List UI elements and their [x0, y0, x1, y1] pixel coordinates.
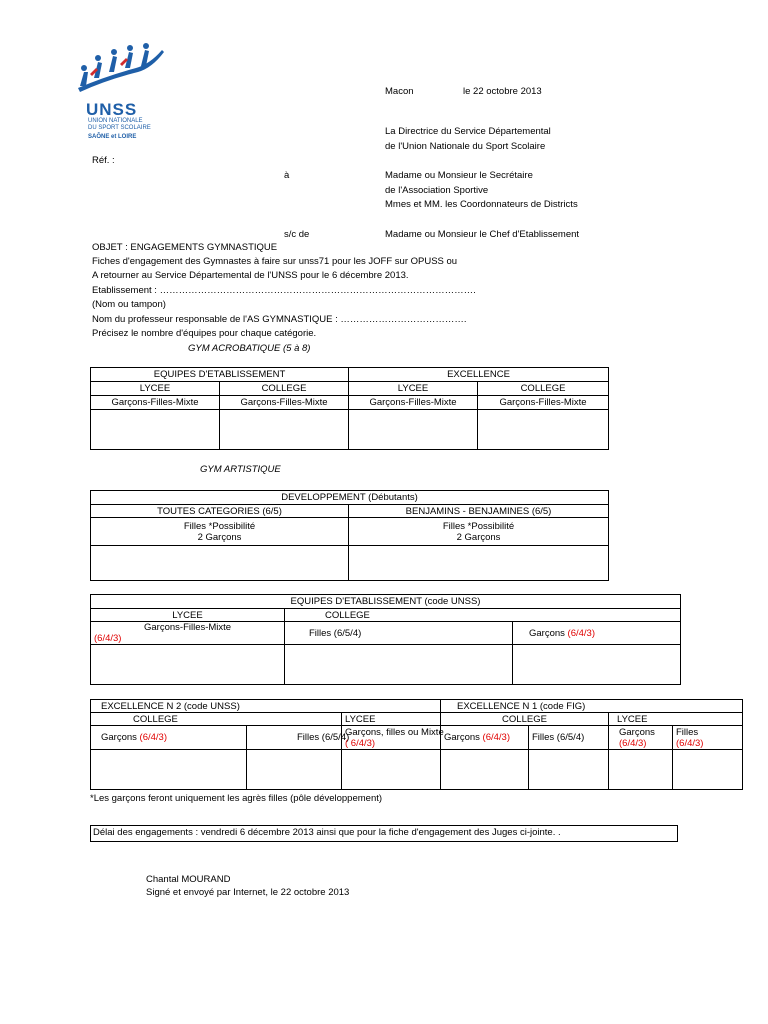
header-developpement: DEVELOPPEMENT (Débutants) [91, 491, 609, 505]
entry-cell[interactable] [529, 750, 609, 790]
entry-cell[interactable] [247, 750, 342, 790]
code-red: (6/4/3) [482, 732, 511, 743]
col-college: COLLEGE [91, 713, 342, 726]
delai-text: Délai des engagements : vendredi 6 décembre 2013 ainsi que pour la fiche d'engagement des Juges ci-jointe. . [93, 827, 561, 838]
filles-possibilite [349, 518, 609, 546]
garcons-text: Garçons [444, 732, 480, 743]
entry-cell[interactable] [91, 410, 220, 450]
col-lycee: LYCEE [342, 713, 441, 726]
header-equipes: EQUIPES D'ETABLISSEMENT [91, 368, 349, 382]
exc2-college-garcons [91, 726, 247, 750]
entry-cell[interactable] [441, 750, 529, 790]
signature-line: Signé et envoyé par Internet, le 22 octobre 2013 [146, 887, 350, 898]
code-red: (6/4/3) [619, 737, 647, 749]
garcons-text: Garçons [619, 726, 655, 738]
col-college: COLLEGE [220, 382, 349, 396]
garcons-text: Garçons [101, 732, 137, 743]
code-red: (6/4/3) [94, 633, 122, 644]
sc-line: Madame ou Monsieur le Chef d'Etablissement [385, 229, 580, 240]
header-excellence: EXCELLENCE [349, 368, 609, 382]
col-college: COLLEGE [478, 382, 609, 396]
garcons-text: 2 Garçons [197, 531, 242, 543]
lycee-mixte [91, 622, 285, 645]
unss-line1: UNION NATIONALE [88, 118, 143, 124]
to-line2: de l'Association Sportive [385, 185, 489, 196]
entry-cell[interactable] [673, 750, 743, 790]
col-lycee: LYCEE [91, 609, 285, 622]
gfm-text: Garçons, filles ou Mixte [345, 726, 444, 738]
col-lycee: LYCEE [91, 382, 220, 396]
exc2-college-filles: Filles (6/5/4) [247, 726, 342, 750]
exc1-college-filles: Filles (6/5/4) [529, 726, 609, 750]
table-etablissement-unss [90, 594, 681, 685]
col-college: COLLEGE [285, 609, 681, 622]
exc1-lycee-filles [673, 726, 743, 750]
unss-logo [76, 38, 166, 156]
ref-label: Réf. : [92, 155, 115, 166]
entry-cell[interactable] [91, 645, 285, 685]
etablissement-field: Etablissement : ………………………………………………………………………………………. [92, 285, 476, 296]
footnote: *Les garçons feront uniquement les agrès filles (pôle développement) [90, 793, 383, 804]
code-red: (6/4/3) [567, 627, 596, 639]
unss-line2: DU SPORT SCOLAIRE [88, 125, 151, 131]
entry-cell[interactable] [513, 645, 681, 685]
nom-tampon: (Nom ou tampon) [92, 299, 166, 310]
professeur-field: Nom du professeur responsable de l'AS GYMNASTIQUE : …………………………………. [92, 314, 467, 325]
precisez-line: Précisez le nombre d'équipes pour chaque catégorie. [92, 328, 317, 339]
mixte-label: Garçons-Filles-Mixte [349, 396, 478, 410]
mixte-label: Garçons-Filles-Mixte [478, 396, 609, 410]
header-exc1: EXCELLENCE N 1 (code FIG) [441, 700, 743, 713]
gym-acrobatique-heading: GYM ACROBATIQUE (5 à 8) [188, 343, 311, 354]
gym-artistique-heading: GYM ARTISTIQUE [200, 464, 281, 475]
garcons-text: 2 Garçons [456, 531, 501, 543]
col-benjamins: BENJAMINS - BENJAMINES (6/5) [349, 505, 609, 518]
entry-cell[interactable] [349, 410, 478, 450]
entry-cell[interactable] [220, 410, 349, 450]
code-red: ( 6/4/3) [345, 737, 376, 749]
entry-cell[interactable] [349, 546, 609, 581]
delai-box [90, 825, 678, 842]
to-line1: Madame ou Monsieur le Secrétaire [385, 170, 533, 181]
gymnasts-logo-icon [76, 38, 166, 100]
header-exc2: EXCELLENCE N 2 (code UNSS) [91, 700, 441, 713]
col-toutes-categories: TOUTES CATEGORIES (6/5) [91, 505, 349, 518]
body-line1: Fiches d'engagement des Gymnastes à faire sur unss71 pour les JOFF sur OPUSS ou [92, 256, 458, 267]
code-red: (6/4/3) [139, 732, 168, 743]
exc1-lycee-garcons [609, 726, 673, 750]
date: le 22 octobre 2013 [463, 86, 542, 97]
garcons-text: Garçons [529, 627, 565, 639]
sender-line2: de l'Union Nationale du Sport Scolaire [385, 141, 546, 152]
col-lycee: LYCEE [349, 382, 478, 396]
filles-text: Filles [676, 726, 699, 738]
filles-possibilite [91, 518, 349, 546]
entry-cell[interactable] [609, 750, 673, 790]
table-acrobatique [90, 367, 609, 450]
table-excellence [90, 699, 743, 790]
signature-name: Chantal MOURAND [146, 874, 231, 885]
mixte-label: Garçons-Filles-Mixte [220, 396, 349, 410]
header-equipes-unss: EQUIPES D'ETABLISSEMENT (code UNSS) [91, 595, 681, 609]
city: Macon [385, 86, 414, 97]
mixte-label: Garçons-Filles-Mixte [91, 396, 220, 410]
mixte-text: Garçons-Filles-Mixte [144, 622, 232, 633]
table-developpement [90, 490, 609, 581]
body-line2: A retourner au Service Départemental de l'UNSS pour le 6 décembre 2013. [92, 270, 409, 281]
to-label: à [284, 170, 290, 181]
filles-text: Filles *Possibilité [442, 520, 515, 532]
entry-cell[interactable] [91, 750, 247, 790]
exc1-college-garcons [441, 726, 529, 750]
sc-label: s/c de [284, 229, 310, 240]
unss-line3: SAÔNE et LOIRE [88, 134, 137, 140]
college-garcons [513, 622, 681, 645]
objet: OBJET : ENGAGEMENTS GYMNASTIQUE [92, 242, 278, 253]
unss-name: UNSS [86, 100, 138, 119]
entry-cell[interactable] [342, 750, 441, 790]
college-filles: Filles (6/5/4) [285, 622, 513, 645]
filles-text: Filles *Possibilité [183, 520, 256, 532]
exc2-lycee-gfm [342, 726, 444, 750]
entry-cell[interactable] [478, 410, 609, 450]
code-red: (6/4/3) [676, 737, 704, 749]
entry-cell[interactable] [91, 546, 349, 581]
to-line3: Mmes et MM. les Coordonnateurs de Districts [385, 199, 578, 210]
col-college: COLLEGE [441, 713, 609, 726]
entry-cell[interactable] [285, 645, 513, 685]
col-lycee: LYCEE [609, 713, 743, 726]
sender-line1: La Directrice du Service Départemental [385, 126, 551, 137]
